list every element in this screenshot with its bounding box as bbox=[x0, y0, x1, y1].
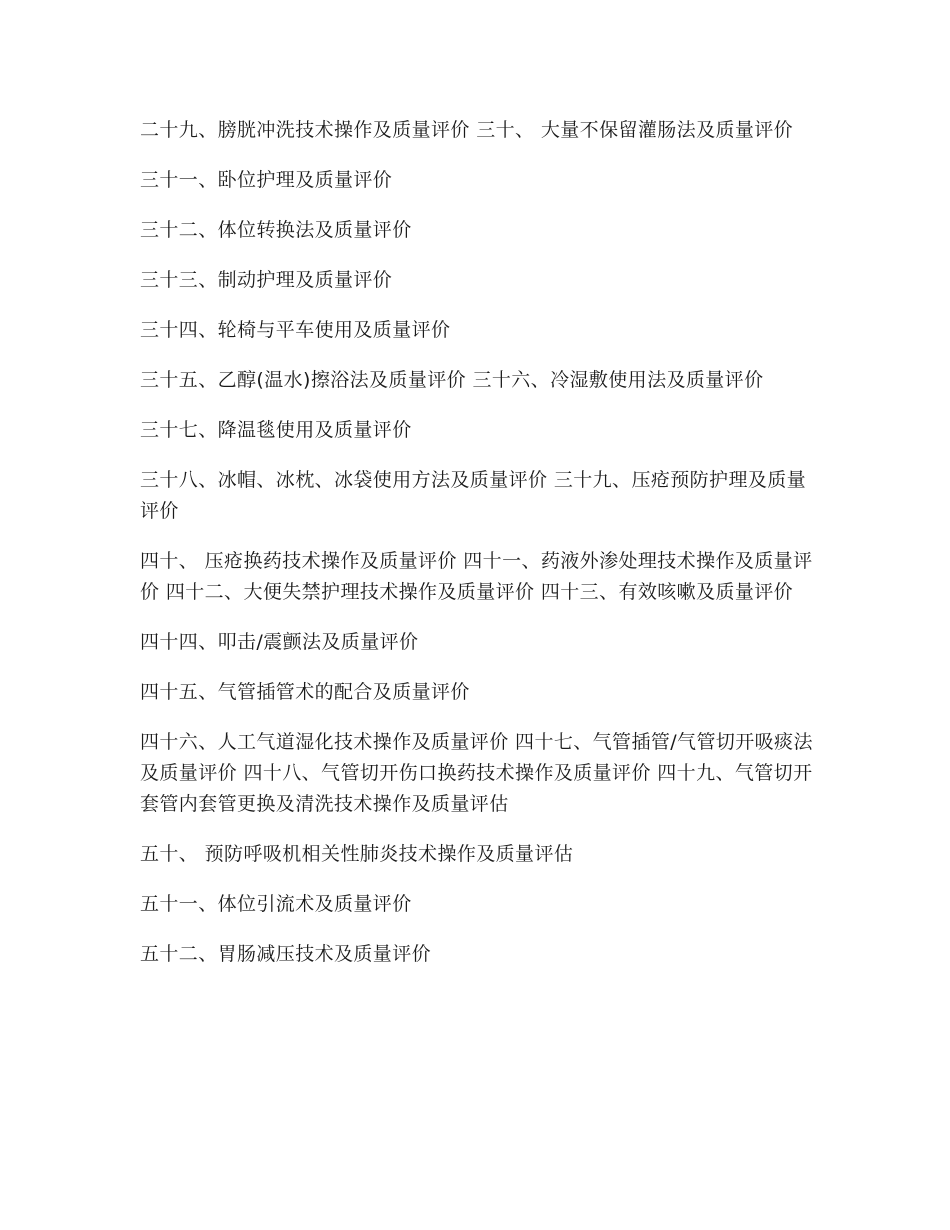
paragraph-10: 四十四、叩击/震颤法及质量评价 bbox=[140, 631, 419, 653]
paragraph-1: 二十九、膀胱冲洗技术操作及质量评价 三十、 大量不保留灌肠法及质量评价 bbox=[140, 119, 794, 141]
paragraph-3: 三十二、体位转换法及质量评价 bbox=[140, 219, 412, 241]
paragraph-7: 三十七、降温毯使用及质量评价 bbox=[140, 419, 412, 441]
paragraph-11: 四十五、气管插管术的配合及质量评价 bbox=[140, 681, 470, 703]
paragraph-6: 三十五、乙醇(温水)擦浴法及质量评价 三十六、冷湿敷使用法及质量评价 bbox=[140, 369, 764, 391]
paragraph-13: 五十、 预防呼吸机相关性肺炎技术操作及质量评估 bbox=[140, 843, 574, 865]
paragraph-4: 三十三、制动护理及质量评价 bbox=[140, 269, 393, 291]
paragraph-2: 三十一、卧位护理及质量评价 bbox=[140, 169, 393, 191]
paragraph-8: 三十八、冰帽、冰枕、冰袋使用方法及质量评价 三十九、压疮预防护理及质量评价 bbox=[140, 469, 807, 522]
paragraph-9: 四十、 压疮换药技术操作及质量评价 四十一、药液外渗处理技术操作及质量评价 四十二、大便失禁护理技术操作及质量评价 四十三、有效咳嗽及质量评价 bbox=[140, 550, 813, 603]
paragraph-5: 三十四、轮椅与平车使用及质量评价 bbox=[140, 319, 451, 341]
paragraph-15: 五十二、胃肠减压技术及质量评价 bbox=[140, 943, 432, 965]
paragraph-14: 五十一、体位引流术及质量评价 bbox=[140, 893, 412, 915]
paragraph-12: 四十六、人工气道湿化技术操作及质量评价 四十七、气管插管/气管切开吸痰法及质量评价 四十八、气管切开伤口换药技术操作及质量评价 四十九、气管切开套管内套管更换及清洗技术操作及质量评估 bbox=[140, 731, 813, 815]
